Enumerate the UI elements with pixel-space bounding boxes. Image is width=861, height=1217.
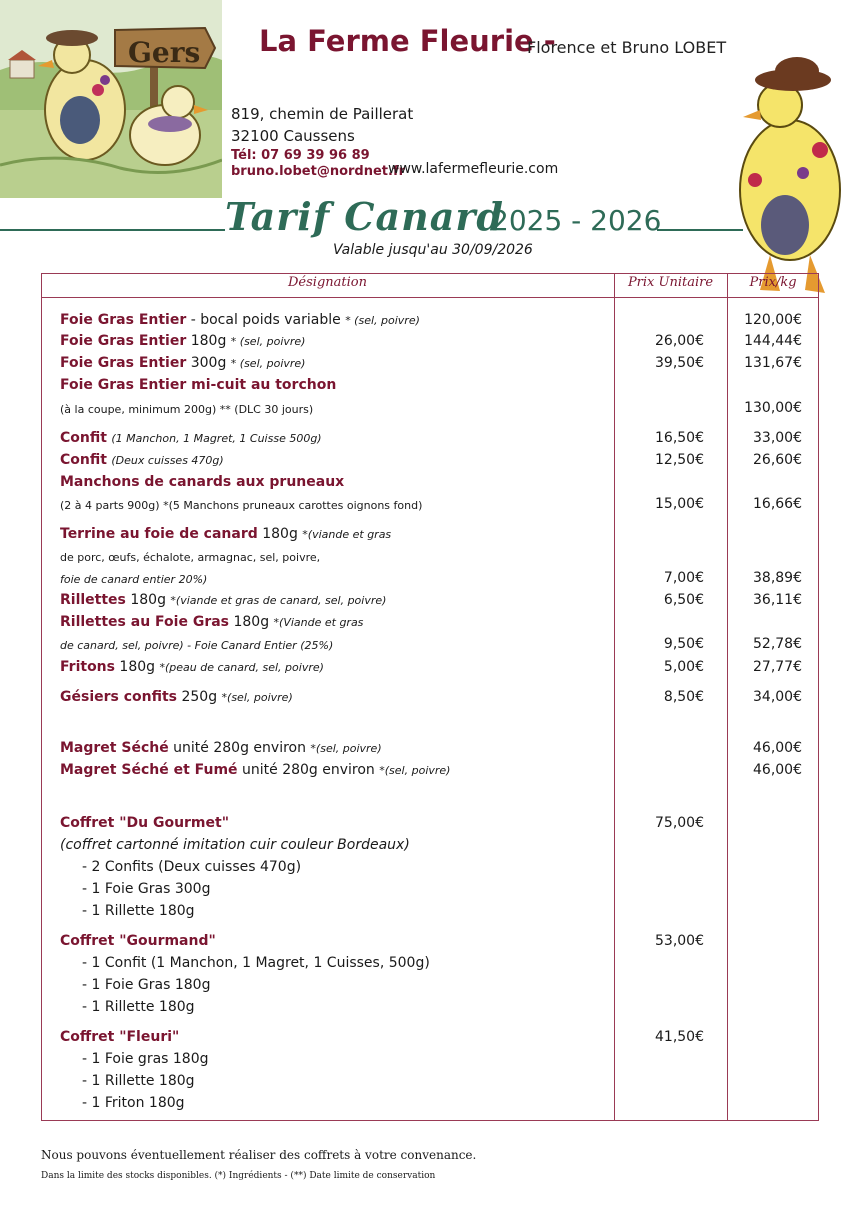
product-name: Rillettes xyxy=(60,592,126,608)
ducks-illustration-left xyxy=(0,0,222,198)
title-rule-right xyxy=(657,229,743,231)
product-detail: unité 280g environ xyxy=(237,762,380,778)
product-detail: unité 280g environ xyxy=(168,740,311,756)
product-note: *(sel, poivre) xyxy=(221,691,293,704)
col-divider-2 xyxy=(727,273,728,1121)
product-name: Foie Gras Entier mi-cuit au torchon xyxy=(60,377,337,393)
price-per-kg: 131,67€ xyxy=(744,355,802,371)
coffret-price: 75,00€ xyxy=(655,815,704,831)
table-row xyxy=(60,762,450,778)
price-per-kg: 46,00€ xyxy=(753,740,802,756)
phone-number: Tél: 07 69 39 96 89 xyxy=(231,148,370,163)
product-name: Confit xyxy=(60,452,107,468)
price-per-kg: 52,78€ xyxy=(753,636,802,652)
product-detail: 250g xyxy=(177,689,222,705)
coffret-item: - 1 Foie gras 180g xyxy=(82,1051,209,1067)
address-line-2: 32100 Caussens xyxy=(231,127,355,145)
header-separator xyxy=(41,297,819,298)
product-note: *(viande et gras de canard, sel, poivre) xyxy=(170,594,387,607)
product-name: Gésiers confits xyxy=(60,689,178,705)
table-row xyxy=(60,592,386,608)
coffret-description: (coffret cartonné imitation cuir couleur Bordeaux) xyxy=(60,837,410,853)
product-name: Confit xyxy=(60,430,107,446)
product-note: * (sel, poivre) xyxy=(345,314,420,327)
product-note: (1 Manchon, 1 Magret, 1 Cuisse 500g) xyxy=(111,432,322,445)
table-row xyxy=(60,549,320,565)
product-name: Magret Séché et Fumé xyxy=(60,762,238,778)
coffret-title: Coffret "Du Gourmet" xyxy=(60,815,230,831)
price-per-kg: 16,66€ xyxy=(753,496,802,512)
price-per-kg: 27,77€ xyxy=(753,659,802,675)
table-row xyxy=(60,452,224,468)
product-note: * (sel, poivre) xyxy=(230,357,306,370)
footer-note: Nous pouvons éventuellement réaliser des coffrets à votre convenance. xyxy=(41,1148,477,1162)
product-detail: 180g xyxy=(125,592,171,608)
table-row xyxy=(60,637,333,653)
price-per-kg: 26,60€ xyxy=(753,452,802,468)
title-rule-left xyxy=(0,229,225,231)
product-note: foie de canard entier 20%) xyxy=(60,573,208,586)
col-divider-1 xyxy=(614,273,615,1121)
product-name: Fritons xyxy=(60,659,115,675)
table-row xyxy=(60,333,305,349)
table-row xyxy=(60,571,207,587)
coffret-item: - 1 Rillette 180g xyxy=(82,903,195,919)
product-name: Foie Gras Entier xyxy=(60,333,187,349)
website-link[interactable]: www.lafermefleurie.com xyxy=(388,161,559,177)
coffret-item: - 1 Confit (1 Manchon, 1 Magret, 1 Cuisses, 500g) xyxy=(82,955,430,971)
table-row xyxy=(60,377,336,393)
footer-legend: Dans la limite des stocks disponibles. (*) Ingrédients - (**) Date limite de conservation xyxy=(41,1171,436,1181)
price-per-kg: 38,89€ xyxy=(753,570,802,586)
product-name: Foie Gras Entier xyxy=(60,355,187,371)
product-note: de porc, œufs, échalote, armagnac, sel, poivre, xyxy=(60,551,321,564)
table-row xyxy=(60,659,324,675)
product-note: *(viande et gras xyxy=(302,528,392,541)
unit-price: 16,50€ xyxy=(655,430,704,446)
product-detail: 180g xyxy=(186,333,231,349)
owners-name: Florence et Bruno LOBET xyxy=(527,38,727,57)
unit-price: 12,50€ xyxy=(655,452,704,468)
product-note: *(sel, poivre) xyxy=(310,742,382,755)
product-note: de canard, sel, poivre) - Foie Canard Entier (25%) xyxy=(60,639,334,652)
title-tarif-canard: Tarif Canard xyxy=(225,194,505,239)
gers-sign-text: Gers xyxy=(128,36,201,69)
table-row xyxy=(60,430,322,446)
validity-date: Valable jusqu'au 30/09/2026 xyxy=(333,242,533,258)
price-per-kg: 46,00€ xyxy=(753,762,802,778)
price-per-kg: 120,00€ xyxy=(744,312,802,328)
address-line-1: 819, chemin de Paillerat xyxy=(231,105,414,123)
product-note: (2 à 4 parts 900g) *(5 Manchons pruneaux carottes oignons fond) xyxy=(60,499,423,512)
unit-price: 6,50€ xyxy=(663,592,704,608)
product-name: Terrine au foie de canard xyxy=(60,526,258,542)
table-row xyxy=(60,526,391,542)
email-link[interactable]: bruno.lobet@nordnet.fr xyxy=(231,164,406,179)
col-header-price-kg: Prix/kg xyxy=(749,275,797,290)
table-row xyxy=(60,689,293,705)
coffret-item: - 1 Foie Gras 180g xyxy=(82,977,211,993)
product-note: *(sel, poivre) xyxy=(379,764,451,777)
price-per-kg: 34,00€ xyxy=(753,689,802,705)
unit-price: 39,50€ xyxy=(655,355,704,371)
table-row xyxy=(60,740,382,756)
coffret-item: - 1 Friton 180g xyxy=(82,1095,185,1111)
table-row xyxy=(60,497,422,513)
table-row xyxy=(60,474,344,490)
product-note: * (sel, poivre) xyxy=(230,335,306,348)
unit-price: 5,00€ xyxy=(663,659,704,675)
coffret-item: - 1 Foie Gras 300g xyxy=(82,881,211,897)
price-per-kg: 144,44€ xyxy=(744,333,802,349)
product-note: *(Viande et gras xyxy=(273,616,364,629)
table-row xyxy=(60,355,305,371)
coffret-title: Coffret "Gourmand" xyxy=(60,933,216,949)
product-detail: 300g xyxy=(186,355,231,371)
price-per-kg: 33,00€ xyxy=(753,430,802,446)
product-name: Manchons de canards aux pruneaux xyxy=(60,474,345,490)
product-name: Rillettes au Foie Gras xyxy=(60,614,230,630)
coffret-item: - 1 Rillette 180g xyxy=(82,999,195,1015)
product-detail: 180g xyxy=(229,614,274,630)
table-row xyxy=(60,401,313,417)
unit-price: 15,00€ xyxy=(655,496,704,512)
col-header-unit-price: Prix Unitaire xyxy=(627,275,714,290)
unit-price: 9,50€ xyxy=(663,636,704,652)
price-per-kg: 130,00€ xyxy=(744,400,802,416)
coffret-item: - 1 Rillette 180g xyxy=(82,1073,195,1089)
unit-price: 7,00€ xyxy=(663,570,704,586)
product-name: Foie Gras Entier xyxy=(60,312,187,328)
title-year: 2025 - 2026 xyxy=(491,204,662,237)
col-header-designation: Désignation xyxy=(288,275,367,290)
duck-illustration-right xyxy=(715,55,861,295)
coffret-price: 53,00€ xyxy=(655,933,704,949)
unit-price: 8,50€ xyxy=(663,689,704,705)
table-row xyxy=(60,312,420,328)
product-note: *(peau de canard, sel, poivre) xyxy=(159,661,324,674)
product-detail: - bocal poids variable xyxy=(186,312,346,328)
farm-name: La Ferme Fleurie - xyxy=(259,24,556,58)
coffret-price: 41,50€ xyxy=(655,1029,704,1045)
coffret-title: Coffret "Fleuri" xyxy=(60,1029,180,1045)
product-name: Magret Séché xyxy=(60,740,169,756)
product-detail: 180g xyxy=(114,659,160,675)
product-note: (à la coupe, minimum 200g) ** (DLC 30 jours) xyxy=(60,403,314,416)
price-per-kg: 36,11€ xyxy=(753,592,802,608)
table-row xyxy=(60,614,363,630)
product-note: (Deux cuisses 470g) xyxy=(111,454,224,467)
coffret-item: - 2 Confits (Deux cuisses 470g) xyxy=(82,859,302,875)
product-detail: 180g xyxy=(257,526,303,542)
unit-price: 26,00€ xyxy=(655,333,704,349)
